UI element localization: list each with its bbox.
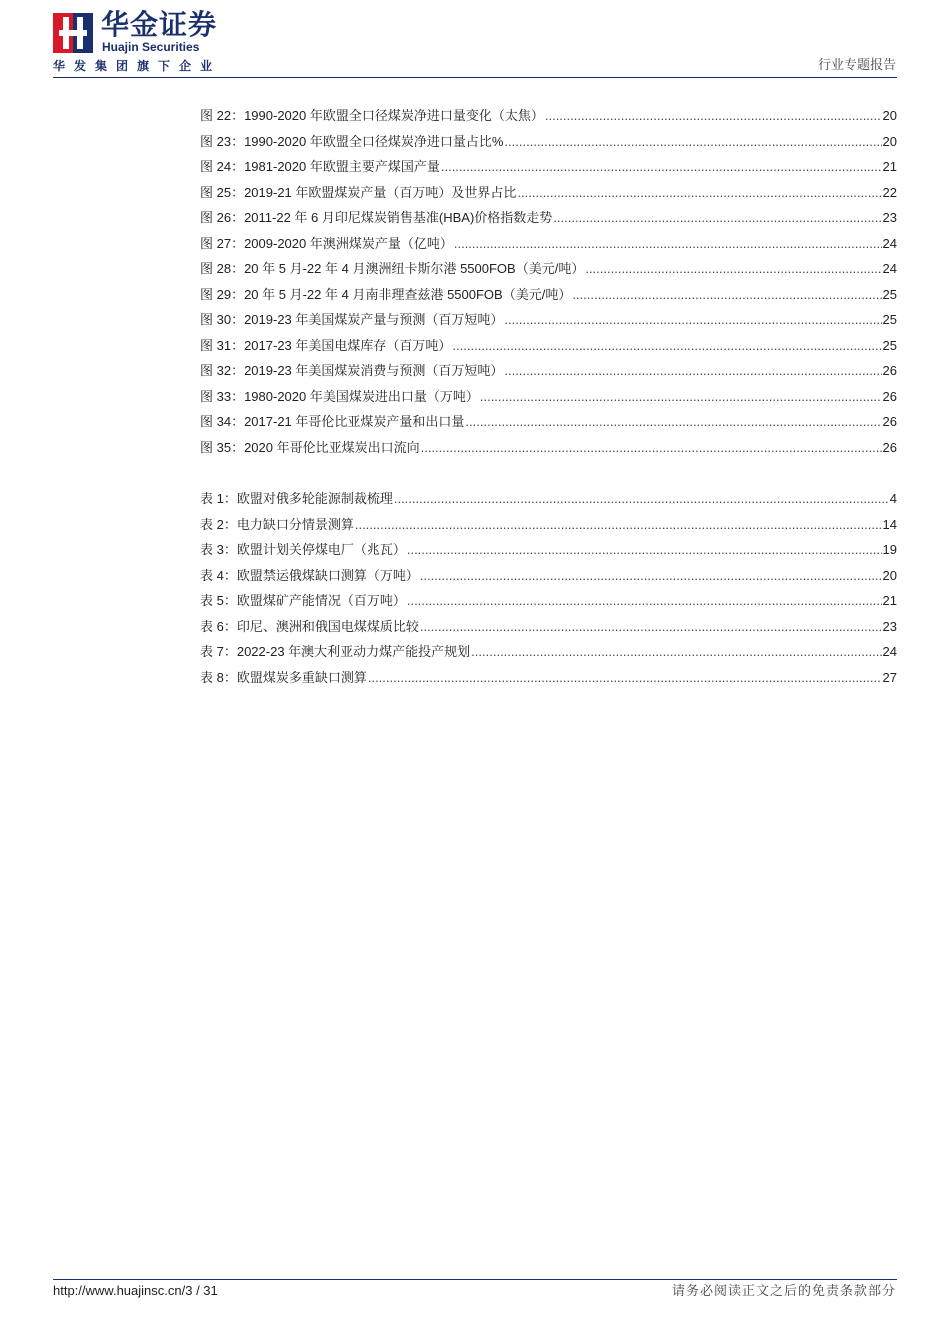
- figure-entry-title: 图 35：2020 年哥伦比亚煤炭出口流向: [200, 439, 420, 455]
- figure-entry-page: 20: [882, 108, 897, 123]
- dot-leader: [480, 384, 882, 410]
- dot-leader: [585, 256, 881, 282]
- figure-entry[interactable]: [200, 409, 897, 435]
- table-entry-page: 19: [882, 542, 897, 557]
- table-entry[interactable]: [200, 665, 897, 691]
- dot-leader: [441, 154, 882, 180]
- footer-url: http://www.huajinsc.cn/3 / 31: [53, 1283, 218, 1298]
- figure-entry-page: 20: [882, 133, 897, 149]
- dot-leader: [407, 588, 882, 614]
- report-type-label: 行业专题报告: [817, 57, 896, 72]
- table-entry[interactable]: [200, 486, 897, 512]
- figure-entry[interactable]: [200, 154, 897, 180]
- table-entry[interactable]: [200, 614, 897, 640]
- table-entry-title: 表 8：欧盟煤炭多重缺口测算: [200, 669, 367, 685]
- figure-entry-title: 图 26：2011-22 年 6 月印尼煤炭销售基准(HBA)价格指数走势: [200, 210, 553, 225]
- footer-disclaimer: 请务必阅读正文之后的免责条款部分: [671, 1283, 896, 1298]
- logo-text-en: Huajin Securities: [102, 40, 200, 54]
- table-entry-page: 21: [882, 593, 897, 608]
- dot-leader: [553, 205, 881, 231]
- figure-entry[interactable]: [200, 358, 897, 384]
- table-entry-page: 14: [882, 516, 897, 532]
- dot-leader: [355, 512, 882, 538]
- figure-entry-title: 图 25：2019-21 年欧盟煤炭产量（百万吨）及世界占比: [200, 184, 517, 200]
- dot-leader: [421, 435, 882, 461]
- table-entry[interactable]: [200, 563, 897, 589]
- figure-index-list: [200, 103, 897, 460]
- figure-entry[interactable]: [200, 103, 897, 129]
- figure-entry-page: 26: [882, 363, 897, 378]
- figure-entry-page: 21: [882, 159, 897, 174]
- dot-leader: [454, 231, 882, 257]
- table-entry-page: 4: [889, 491, 897, 506]
- figure-entry[interactable]: [200, 231, 897, 257]
- figure-entry-title: 图 27：2009-2020 年澳洲煤炭产量（亿吨）: [200, 235, 453, 251]
- figure-entry-page: 25: [882, 312, 897, 327]
- dot-leader: [504, 129, 881, 155]
- figure-entry[interactable]: [200, 384, 897, 410]
- dot-leader: [394, 486, 889, 512]
- dot-leader: [504, 307, 881, 333]
- figure-entry-title: 图 23：1990-2020 年欧盟全口径煤炭净进口量占比%: [200, 133, 504, 149]
- header-divider: [53, 77, 897, 78]
- table-entry[interactable]: [200, 639, 897, 665]
- figure-entry-title: 图 33：1980-2020 年美国煤炭进出口量（万吨）: [200, 388, 479, 404]
- table-entry-title: 表 2：电力缺口分情景测算: [200, 516, 354, 532]
- table-entry-title: 表 1：欧盟对俄多轮能源制裁梳理: [200, 491, 393, 506]
- figure-entry-page: 25: [882, 337, 897, 353]
- page-header: [0, 0, 950, 80]
- figure-entry-title: 图 22：1990-2020 年欧盟全口径煤炭净进口量变化（太焦）: [200, 108, 544, 123]
- figure-entry[interactable]: [200, 180, 897, 206]
- dot-leader: [420, 563, 882, 589]
- figure-entry-title: 图 24：1981-2020 年欧盟主要产煤国产量: [200, 159, 440, 174]
- dot-leader: [368, 665, 882, 691]
- footer-divider: [53, 1279, 897, 1280]
- dot-leader: [452, 333, 881, 359]
- dot-leader: [517, 180, 881, 206]
- table-entry-page: 20: [882, 567, 897, 583]
- table-index-list: [200, 486, 897, 690]
- figure-entry[interactable]: [200, 129, 897, 155]
- figure-entry-page: 26: [882, 414, 897, 429]
- figure-entry[interactable]: [200, 435, 897, 461]
- logo-text-cn: 华金证券: [101, 9, 218, 40]
- figure-entry-page: 26: [882, 388, 897, 404]
- table-entry[interactable]: [200, 512, 897, 538]
- figure-entry-page: 24: [882, 235, 897, 251]
- figure-entry[interactable]: [200, 307, 897, 333]
- dot-leader: [572, 282, 881, 308]
- figure-entry[interactable]: [200, 333, 897, 359]
- huajin-logo-icon: [53, 13, 93, 53]
- figure-entry-title: 图 31：2017-23 年美国电煤库存（百万吨）: [200, 337, 452, 353]
- table-entry[interactable]: [200, 588, 897, 614]
- table-entry[interactable]: [200, 537, 897, 563]
- dot-leader: [471, 639, 881, 665]
- figure-entry[interactable]: [200, 282, 897, 308]
- figure-entry-title: 图 34：2017-21 年哥伦比亚煤炭产量和出口量: [200, 414, 465, 429]
- figure-entry-title: 图 30：2019-23 年美国煤炭产量与预测（百万短吨）: [200, 312, 504, 327]
- figure-entry-page: 23: [882, 210, 897, 225]
- company-tagline: 华发集团旗下企业: [53, 59, 222, 73]
- table-entry-title: 表 3：欧盟计划关停煤电厂（兆瓦）: [200, 542, 406, 557]
- table-entry-title: 表 7：2022-23 年澳大利亚动力煤产能投产规划: [200, 644, 471, 659]
- figure-entry-title: 图 29：20 年 5 月-22 年 4 月南非理查兹港 5500FOB（美元/吨）: [200, 286, 572, 302]
- dot-leader: [407, 537, 882, 563]
- figure-entry-page: 26: [882, 439, 897, 455]
- figure-entry[interactable]: [200, 256, 897, 282]
- dot-leader: [504, 358, 881, 384]
- figure-entry-page: 25: [882, 286, 897, 302]
- table-entry-title: 表 4：欧盟禁运俄煤缺口测算（万吨）: [200, 567, 419, 583]
- table-entry-page: 24: [882, 644, 897, 659]
- dot-leader: [545, 103, 882, 129]
- figure-entry-title: 图 32：2019-23 年美国煤炭消费与预测（百万短吨）: [200, 363, 504, 378]
- dot-leader: [420, 614, 882, 640]
- figure-entry-title: 图 28：20 年 5 月-22 年 4 月澳洲纽卡斯尔港 5500FOB（美元/吨）: [200, 261, 585, 276]
- table-entry-page: 27: [882, 669, 897, 685]
- figure-entry[interactable]: [200, 205, 897, 231]
- dot-leader: [465, 409, 881, 435]
- table-entry-title: 表 6：印尼、澳洲和俄国电煤煤质比较: [200, 618, 419, 634]
- figure-entry-page: 24: [882, 261, 897, 276]
- figure-entry-page: 22: [882, 184, 897, 200]
- table-entry-title: 表 5：欧盟煤矿产能情况（百万吨）: [200, 593, 406, 608]
- table-entry-page: 23: [882, 618, 897, 634]
